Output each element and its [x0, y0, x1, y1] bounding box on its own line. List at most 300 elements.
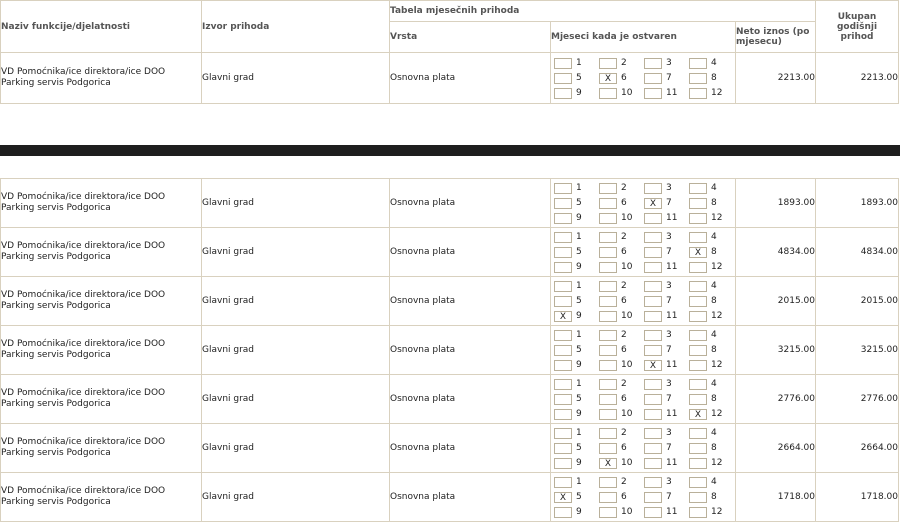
month-item [689, 182, 734, 195]
month-item [599, 72, 644, 85]
month-item [599, 457, 644, 470]
month-number: 9 [576, 458, 582, 468]
income-source-cell: Glavni grad [202, 277, 390, 326]
month-number: 5 [576, 198, 582, 208]
month-number: 7 [666, 198, 672, 208]
month-number: 5 [576, 492, 582, 502]
month-item [644, 87, 689, 100]
table-row [1, 277, 899, 326]
months-cell [551, 326, 736, 375]
month-item [554, 197, 599, 210]
header-net-amount: Neto iznos (po mjesecu) [736, 22, 816, 53]
net-amount-cell: 1893.00 [736, 179, 816, 228]
month-item [644, 261, 689, 274]
month-number: 8 [711, 296, 717, 306]
annual-total-cell: 2664.00 [816, 424, 899, 473]
month-checkbox [644, 458, 662, 469]
month-checkbox [599, 281, 617, 292]
net-amount-cell: 2015.00 [736, 277, 816, 326]
month-checkbox [599, 443, 617, 454]
month-number: 1 [576, 428, 582, 438]
month-checkbox [554, 394, 572, 405]
month-checkbox [689, 345, 707, 356]
month-checkbox [644, 247, 662, 258]
month-checkbox [599, 507, 617, 518]
month-checkbox [599, 492, 617, 503]
month-item [599, 246, 644, 259]
net-amount-cell: 2664.00 [736, 424, 816, 473]
month-item [554, 212, 599, 225]
month-number: 1 [576, 58, 582, 68]
month-number: 8 [711, 394, 717, 404]
month-checkbox: X [644, 360, 662, 371]
month-checkbox: X [554, 311, 572, 322]
month-item [599, 182, 644, 195]
function-name-cell: VD Pomoćnika/ice direktora/ice DOO Parking servis Podgorica [1, 53, 202, 104]
month-checkbox: X [644, 198, 662, 209]
table-row [1, 375, 899, 424]
month-number: 8 [711, 198, 717, 208]
month-checkbox [599, 379, 617, 390]
month-checkbox [689, 183, 707, 194]
month-checkbox [644, 345, 662, 356]
month-number: 4 [711, 379, 717, 389]
month-number: 1 [576, 477, 582, 487]
month-item [644, 408, 689, 421]
month-item [554, 72, 599, 85]
month-number: 5 [576, 394, 582, 404]
month-item [599, 57, 644, 70]
month-checkbox [689, 360, 707, 371]
income-type-cell: Osnovna plata [390, 179, 551, 228]
month-number: 5 [576, 73, 582, 83]
month-checkbox [689, 262, 707, 273]
net-amount-cell: 3215.00 [736, 326, 816, 375]
month-checkbox [599, 296, 617, 307]
month-number: 10 [621, 213, 633, 223]
month-item [689, 280, 734, 293]
month-checkbox [599, 183, 617, 194]
months-cell [551, 375, 736, 424]
month-number: 4 [711, 183, 717, 193]
month-checkbox [644, 443, 662, 454]
annual-total-cell: 2213.00 [816, 53, 899, 104]
month-item [689, 427, 734, 440]
month-number: 5 [576, 443, 582, 453]
month-item [689, 231, 734, 244]
month-number: 2 [621, 477, 627, 487]
month-number: 4 [711, 477, 717, 487]
month-checkbox: X [599, 458, 617, 469]
month-checkbox [689, 394, 707, 405]
month-item [689, 212, 734, 225]
month-item [689, 329, 734, 342]
month-item [689, 506, 734, 519]
month-item [689, 310, 734, 323]
month-item [599, 506, 644, 519]
month-item [599, 408, 644, 421]
month-item [599, 329, 644, 342]
month-item [644, 359, 689, 372]
month-number: 7 [666, 247, 672, 257]
months-grid [551, 181, 735, 226]
month-number: 4 [711, 58, 717, 68]
month-number: 9 [576, 409, 582, 419]
month-checkbox [554, 379, 572, 390]
month-item [599, 393, 644, 406]
table-row [1, 424, 899, 473]
month-checkbox [599, 360, 617, 371]
month-checkbox [599, 213, 617, 224]
month-number: 2 [621, 281, 627, 291]
month-item [554, 295, 599, 308]
month-item [554, 408, 599, 421]
month-checkbox [554, 281, 572, 292]
month-item [554, 57, 599, 70]
month-checkbox [644, 88, 662, 99]
income-source-cell: Glavni grad [202, 473, 390, 522]
function-name-cell: VD Pomoćnika/ice direktora/ice DOO Parking servis Podgorica [1, 375, 202, 424]
month-number: 12 [711, 409, 723, 419]
month-number: 10 [621, 88, 633, 98]
month-item [599, 87, 644, 100]
month-checkbox [554, 360, 572, 371]
month-number: 12 [711, 311, 723, 321]
header-months: Mjeseci kada je ostvaren [551, 22, 736, 53]
page-separator [0, 145, 900, 156]
month-checkbox [554, 507, 572, 518]
month-checkbox [644, 262, 662, 273]
annual-total-cell: 4834.00 [816, 228, 899, 277]
month-checkbox [644, 296, 662, 307]
month-checkbox [689, 443, 707, 454]
month-checkbox [554, 88, 572, 99]
month-number: 3 [666, 330, 672, 340]
income-type-cell: Osnovna plata [390, 326, 551, 375]
month-number: 3 [666, 183, 672, 193]
month-checkbox [689, 88, 707, 99]
month-checkbox [644, 232, 662, 243]
month-checkbox [599, 247, 617, 258]
month-item [689, 261, 734, 274]
month-item [554, 329, 599, 342]
month-item [554, 457, 599, 470]
header-type: Vrsta [390, 22, 551, 53]
month-checkbox [689, 232, 707, 243]
month-number: 11 [666, 213, 678, 223]
month-item [554, 506, 599, 519]
months-cell [551, 424, 736, 473]
month-number: 11 [666, 409, 678, 419]
table-row [1, 228, 899, 277]
month-item [599, 491, 644, 504]
month-number: 1 [576, 183, 582, 193]
function-name-cell: VD Pomoćnika/ice direktora/ice DOO Parking servis Podgorica [1, 326, 202, 375]
month-checkbox [644, 281, 662, 292]
month-item [644, 72, 689, 85]
income-table-top [0, 0, 899, 104]
month-item [554, 427, 599, 440]
months-cell [551, 277, 736, 326]
month-checkbox [599, 409, 617, 420]
month-checkbox [689, 379, 707, 390]
month-item [644, 329, 689, 342]
month-number: 12 [711, 262, 723, 272]
month-item [554, 344, 599, 357]
months-grid [551, 377, 735, 422]
annual-total-cell: 2776.00 [816, 375, 899, 424]
month-number: 6 [621, 345, 627, 355]
month-number: 2 [621, 183, 627, 193]
month-item [554, 476, 599, 489]
month-checkbox [644, 394, 662, 405]
month-item [644, 310, 689, 323]
month-number: 11 [666, 458, 678, 468]
months-cell [551, 473, 736, 522]
month-checkbox [599, 88, 617, 99]
months-cell [551, 228, 736, 277]
month-item [599, 212, 644, 225]
month-checkbox [689, 507, 707, 518]
month-checkbox [644, 73, 662, 84]
month-checkbox [599, 232, 617, 243]
month-checkbox [554, 428, 572, 439]
month-checkbox [554, 345, 572, 356]
month-item [689, 393, 734, 406]
month-checkbox [644, 428, 662, 439]
month-item [644, 378, 689, 391]
month-number: 12 [711, 88, 723, 98]
month-checkbox [689, 73, 707, 84]
net-amount-cell: 4834.00 [736, 228, 816, 277]
month-item [554, 359, 599, 372]
month-number: 3 [666, 379, 672, 389]
month-checkbox [554, 183, 572, 194]
month-number: 6 [621, 247, 627, 257]
month-item [689, 87, 734, 100]
month-checkbox [644, 507, 662, 518]
month-item [644, 231, 689, 244]
header-income-source: Izvor prihoda [202, 1, 390, 53]
income-type-cell: Osnovna plata [390, 424, 551, 473]
month-item [689, 197, 734, 210]
month-number: 9 [576, 88, 582, 98]
month-number: 4 [711, 428, 717, 438]
month-number: 8 [711, 443, 717, 453]
month-item [599, 295, 644, 308]
months-grid [551, 475, 735, 520]
month-number: 7 [666, 492, 672, 502]
month-checkbox [644, 58, 662, 69]
function-name-cell: VD Pomoćnika/ice direktora/ice DOO Parking servis Podgorica [1, 473, 202, 522]
month-checkbox [689, 428, 707, 439]
month-number: 2 [621, 428, 627, 438]
month-number: 11 [666, 360, 678, 370]
month-number: 3 [666, 58, 672, 68]
month-number: 6 [621, 296, 627, 306]
month-checkbox [599, 345, 617, 356]
month-number: 4 [711, 330, 717, 340]
month-checkbox [599, 477, 617, 488]
month-item [554, 261, 599, 274]
month-checkbox: X [599, 73, 617, 84]
month-number: 7 [666, 296, 672, 306]
month-number: 6 [621, 198, 627, 208]
month-checkbox [554, 443, 572, 454]
month-item [689, 295, 734, 308]
table-row [1, 473, 899, 522]
month-item [554, 87, 599, 100]
month-number: 8 [711, 492, 717, 502]
month-checkbox [554, 477, 572, 488]
month-item [689, 476, 734, 489]
header-annual-total: Ukupan godišnji prihod [816, 1, 899, 53]
month-number: 1 [576, 330, 582, 340]
month-item [599, 310, 644, 323]
month-checkbox [644, 492, 662, 503]
header-monthly-table: Tabela mjesečnih prihoda [390, 1, 816, 22]
month-checkbox [644, 330, 662, 341]
month-checkbox [554, 262, 572, 273]
table-row [1, 179, 899, 228]
month-number: 1 [576, 281, 582, 291]
month-checkbox [554, 232, 572, 243]
income-source-cell: Glavni grad [202, 53, 390, 104]
month-checkbox [599, 330, 617, 341]
month-checkbox: X [689, 409, 707, 420]
month-item [644, 491, 689, 504]
income-source-cell: Glavni grad [202, 228, 390, 277]
month-checkbox [689, 58, 707, 69]
month-checkbox [644, 213, 662, 224]
annual-total-cell: 1718.00 [816, 473, 899, 522]
month-number: 7 [666, 73, 672, 83]
month-item [689, 57, 734, 70]
month-item [689, 378, 734, 391]
month-number: 3 [666, 477, 672, 487]
month-item [644, 442, 689, 455]
month-checkbox [599, 198, 617, 209]
income-type-cell: Osnovna plata [390, 375, 551, 424]
month-number: 9 [576, 262, 582, 272]
income-type-cell: Osnovna plata [390, 53, 551, 104]
month-item [644, 182, 689, 195]
month-checkbox [689, 198, 707, 209]
month-checkbox [554, 458, 572, 469]
month-item [689, 408, 734, 421]
month-number: 7 [666, 394, 672, 404]
month-number: 2 [621, 232, 627, 242]
month-item [554, 246, 599, 259]
income-source-cell: Glavni grad [202, 326, 390, 375]
function-name-cell: VD Pomoćnika/ice direktora/ice DOO Parking servis Podgorica [1, 228, 202, 277]
net-amount-cell: 1718.00 [736, 473, 816, 522]
month-item [554, 378, 599, 391]
month-checkbox [689, 492, 707, 503]
month-item [554, 280, 599, 293]
month-item [644, 280, 689, 293]
month-item [689, 491, 734, 504]
month-number: 6 [621, 73, 627, 83]
function-name-cell: VD Pomoćnika/ice direktora/ice DOO Parking servis Podgorica [1, 179, 202, 228]
month-number: 9 [576, 507, 582, 517]
month-checkbox [689, 477, 707, 488]
month-checkbox [644, 311, 662, 322]
month-item [644, 506, 689, 519]
month-number: 9 [576, 360, 582, 370]
month-checkbox [554, 330, 572, 341]
month-item [689, 442, 734, 455]
month-number: 4 [711, 232, 717, 242]
month-number: 2 [621, 330, 627, 340]
months-grid [551, 426, 735, 471]
net-amount-cell: 2776.00 [736, 375, 816, 424]
month-checkbox [554, 409, 572, 420]
month-item [599, 261, 644, 274]
month-checkbox [599, 58, 617, 69]
month-item [689, 457, 734, 470]
month-number: 10 [621, 458, 633, 468]
month-checkbox [599, 262, 617, 273]
month-number: 12 [711, 213, 723, 223]
month-number: 12 [711, 458, 723, 468]
month-number: 5 [576, 345, 582, 355]
income-type-cell: Osnovna plata [390, 473, 551, 522]
month-number: 9 [576, 213, 582, 223]
month-number: 12 [711, 360, 723, 370]
months-grid [551, 279, 735, 324]
month-item [554, 491, 599, 504]
month-item [599, 476, 644, 489]
month-item [554, 442, 599, 455]
month-checkbox [689, 296, 707, 307]
month-item [599, 197, 644, 210]
month-checkbox [644, 409, 662, 420]
month-item [599, 378, 644, 391]
months-cell [551, 179, 736, 228]
month-number: 11 [666, 88, 678, 98]
month-number: 9 [576, 311, 582, 321]
month-item [599, 442, 644, 455]
month-item [644, 57, 689, 70]
table-row [1, 53, 899, 104]
month-number: 10 [621, 311, 633, 321]
month-checkbox [554, 58, 572, 69]
income-type-cell: Osnovna plata [390, 228, 551, 277]
month-checkbox [554, 296, 572, 307]
month-number: 2 [621, 58, 627, 68]
month-item [689, 344, 734, 357]
month-checkbox: X [689, 247, 707, 258]
month-item [599, 231, 644, 244]
months-grid [551, 56, 735, 101]
income-source-cell: Glavni grad [202, 375, 390, 424]
month-number: 6 [621, 394, 627, 404]
income-table-bottom [0, 178, 899, 522]
month-checkbox [644, 379, 662, 390]
month-checkbox [554, 247, 572, 258]
month-number: 4 [711, 281, 717, 291]
income-rows-top [1, 53, 899, 104]
month-item [599, 359, 644, 372]
income-rows-bottom [1, 179, 899, 522]
month-number: 2 [621, 379, 627, 389]
month-item [644, 246, 689, 259]
month-item [599, 280, 644, 293]
month-number: 7 [666, 443, 672, 453]
month-number: 10 [621, 409, 633, 419]
month-item [554, 231, 599, 244]
